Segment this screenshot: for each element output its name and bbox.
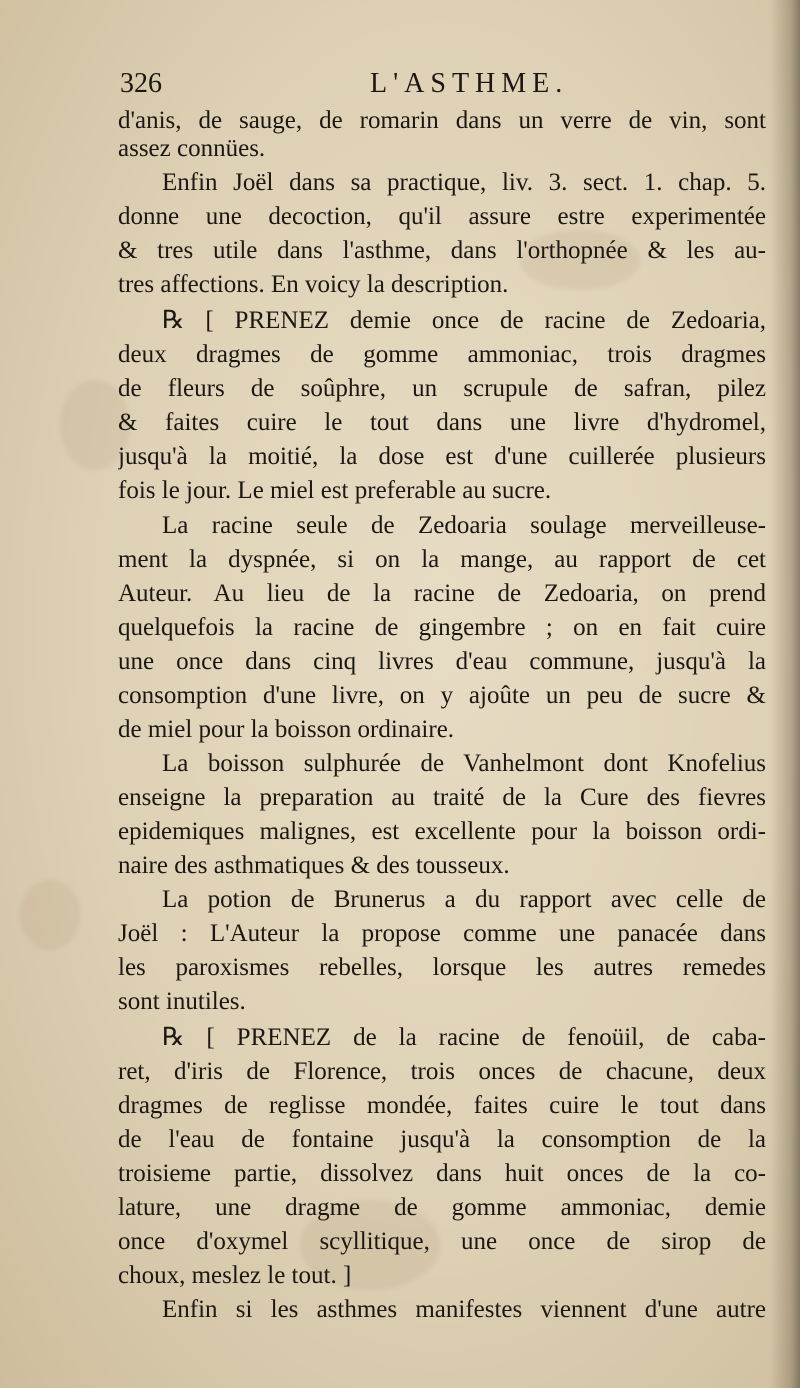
text-line: quelquefois la racine de gingembre ; on en fait cuire [118,614,766,641]
text-line: epidemiques malignes, est excellente pour la boisson ordi- [118,818,766,845]
text-line: lature, une dragme de gomme ammoniac, demie [118,1194,766,1221]
text-line: & faites cuire le tout dans une livre d'hydromel, [118,409,766,436]
text-line: Joël : L'Auteur la propose comme une panacée dans [118,920,766,947]
text-line: consomption d'une livre, on y ajoûte un peu de sucre & [118,682,766,709]
text-line: fois le jour. Le miel est preferable au sucre. [118,477,552,504]
text-line: ℞ [ PRENEZ de la racine de fenoüil, de caba- [162,1024,766,1051]
text-line: de miel pour la boisson ordinaire. [118,716,455,743]
text-line: tres affections. En voicy la description. [118,271,509,298]
text-line: Enfin Joël dans sa practique, liv. 3. sect. 1. chap. 5. [162,169,766,196]
text-line: troisieme partie, dissolvez dans huit onces de la co- [118,1160,766,1187]
text-line: les paroxismes rebelles, lorsque les autres remedes [118,954,766,981]
text-line: ret, d'iris de Florence, trois onces de chacune, deux [118,1058,766,1085]
text-line: assez connües. [118,135,266,162]
text-line: une once dans cinq livres d'eau commune, jusqu'à la [118,648,766,675]
text-line: Enfin si les asthmes manifestes viennent d'une autre [162,1296,766,1323]
text-line: & tres utile dans l'asthme, dans l'orthopnée & les au- [118,237,766,264]
text-line: naire des asthmatiques & des tousseux. [118,852,510,879]
text-line: enseigne la preparation au traité de la Cure des fievres [118,784,766,811]
text-line: La boisson sulphurée de Vanhelmont dont Knofelius [162,750,766,777]
text-line: choux, meslez le tout. ] [118,1262,352,1289]
text-line: jusqu'à la moitié, la dose est d'une cuillerée plusieurs [118,443,766,470]
text-line: deux dragmes de gomme ammoniac, trois dragmes [118,341,766,368]
text-line: d'anis, de sauge, de romarin dans un verre de vin, sont [118,107,766,134]
text-line: ment la dyspnée, si on la mange, au rapport de cet [118,546,766,573]
running-head: L'ASTHME. [370,68,569,99]
paper-stain [20,880,80,950]
text-line: sont inutiles. [118,988,246,1015]
text-line: La potion de Brunerus a du rapport avec celle de [162,886,766,913]
text-line: once d'oxymel scyllitique, une once de sirop de [118,1228,766,1255]
text-line: de fleurs de soûphre, un scrupule de safran, pilez [118,375,766,402]
page-number: 326 [120,68,162,99]
text-line: de l'eau de fontaine jusqu'à la consomption de la [118,1126,766,1153]
text-line: ℞ [ PRENEZ demie once de racine de Zedoaria, [162,307,766,334]
text-line: La racine seule de Zedoaria soulage merveilleuse- [162,512,766,539]
page-header [120,68,770,104]
text-line: dragmes de reglisse mondée, faites cuire le tout dans [118,1092,766,1119]
text-line: Auteur. Au lieu de la racine de Zedoaria, on prend [118,580,766,607]
binding-shadow [770,0,800,1388]
text-line: donne une decoction, qu'il assure estre experimentée [118,203,766,230]
